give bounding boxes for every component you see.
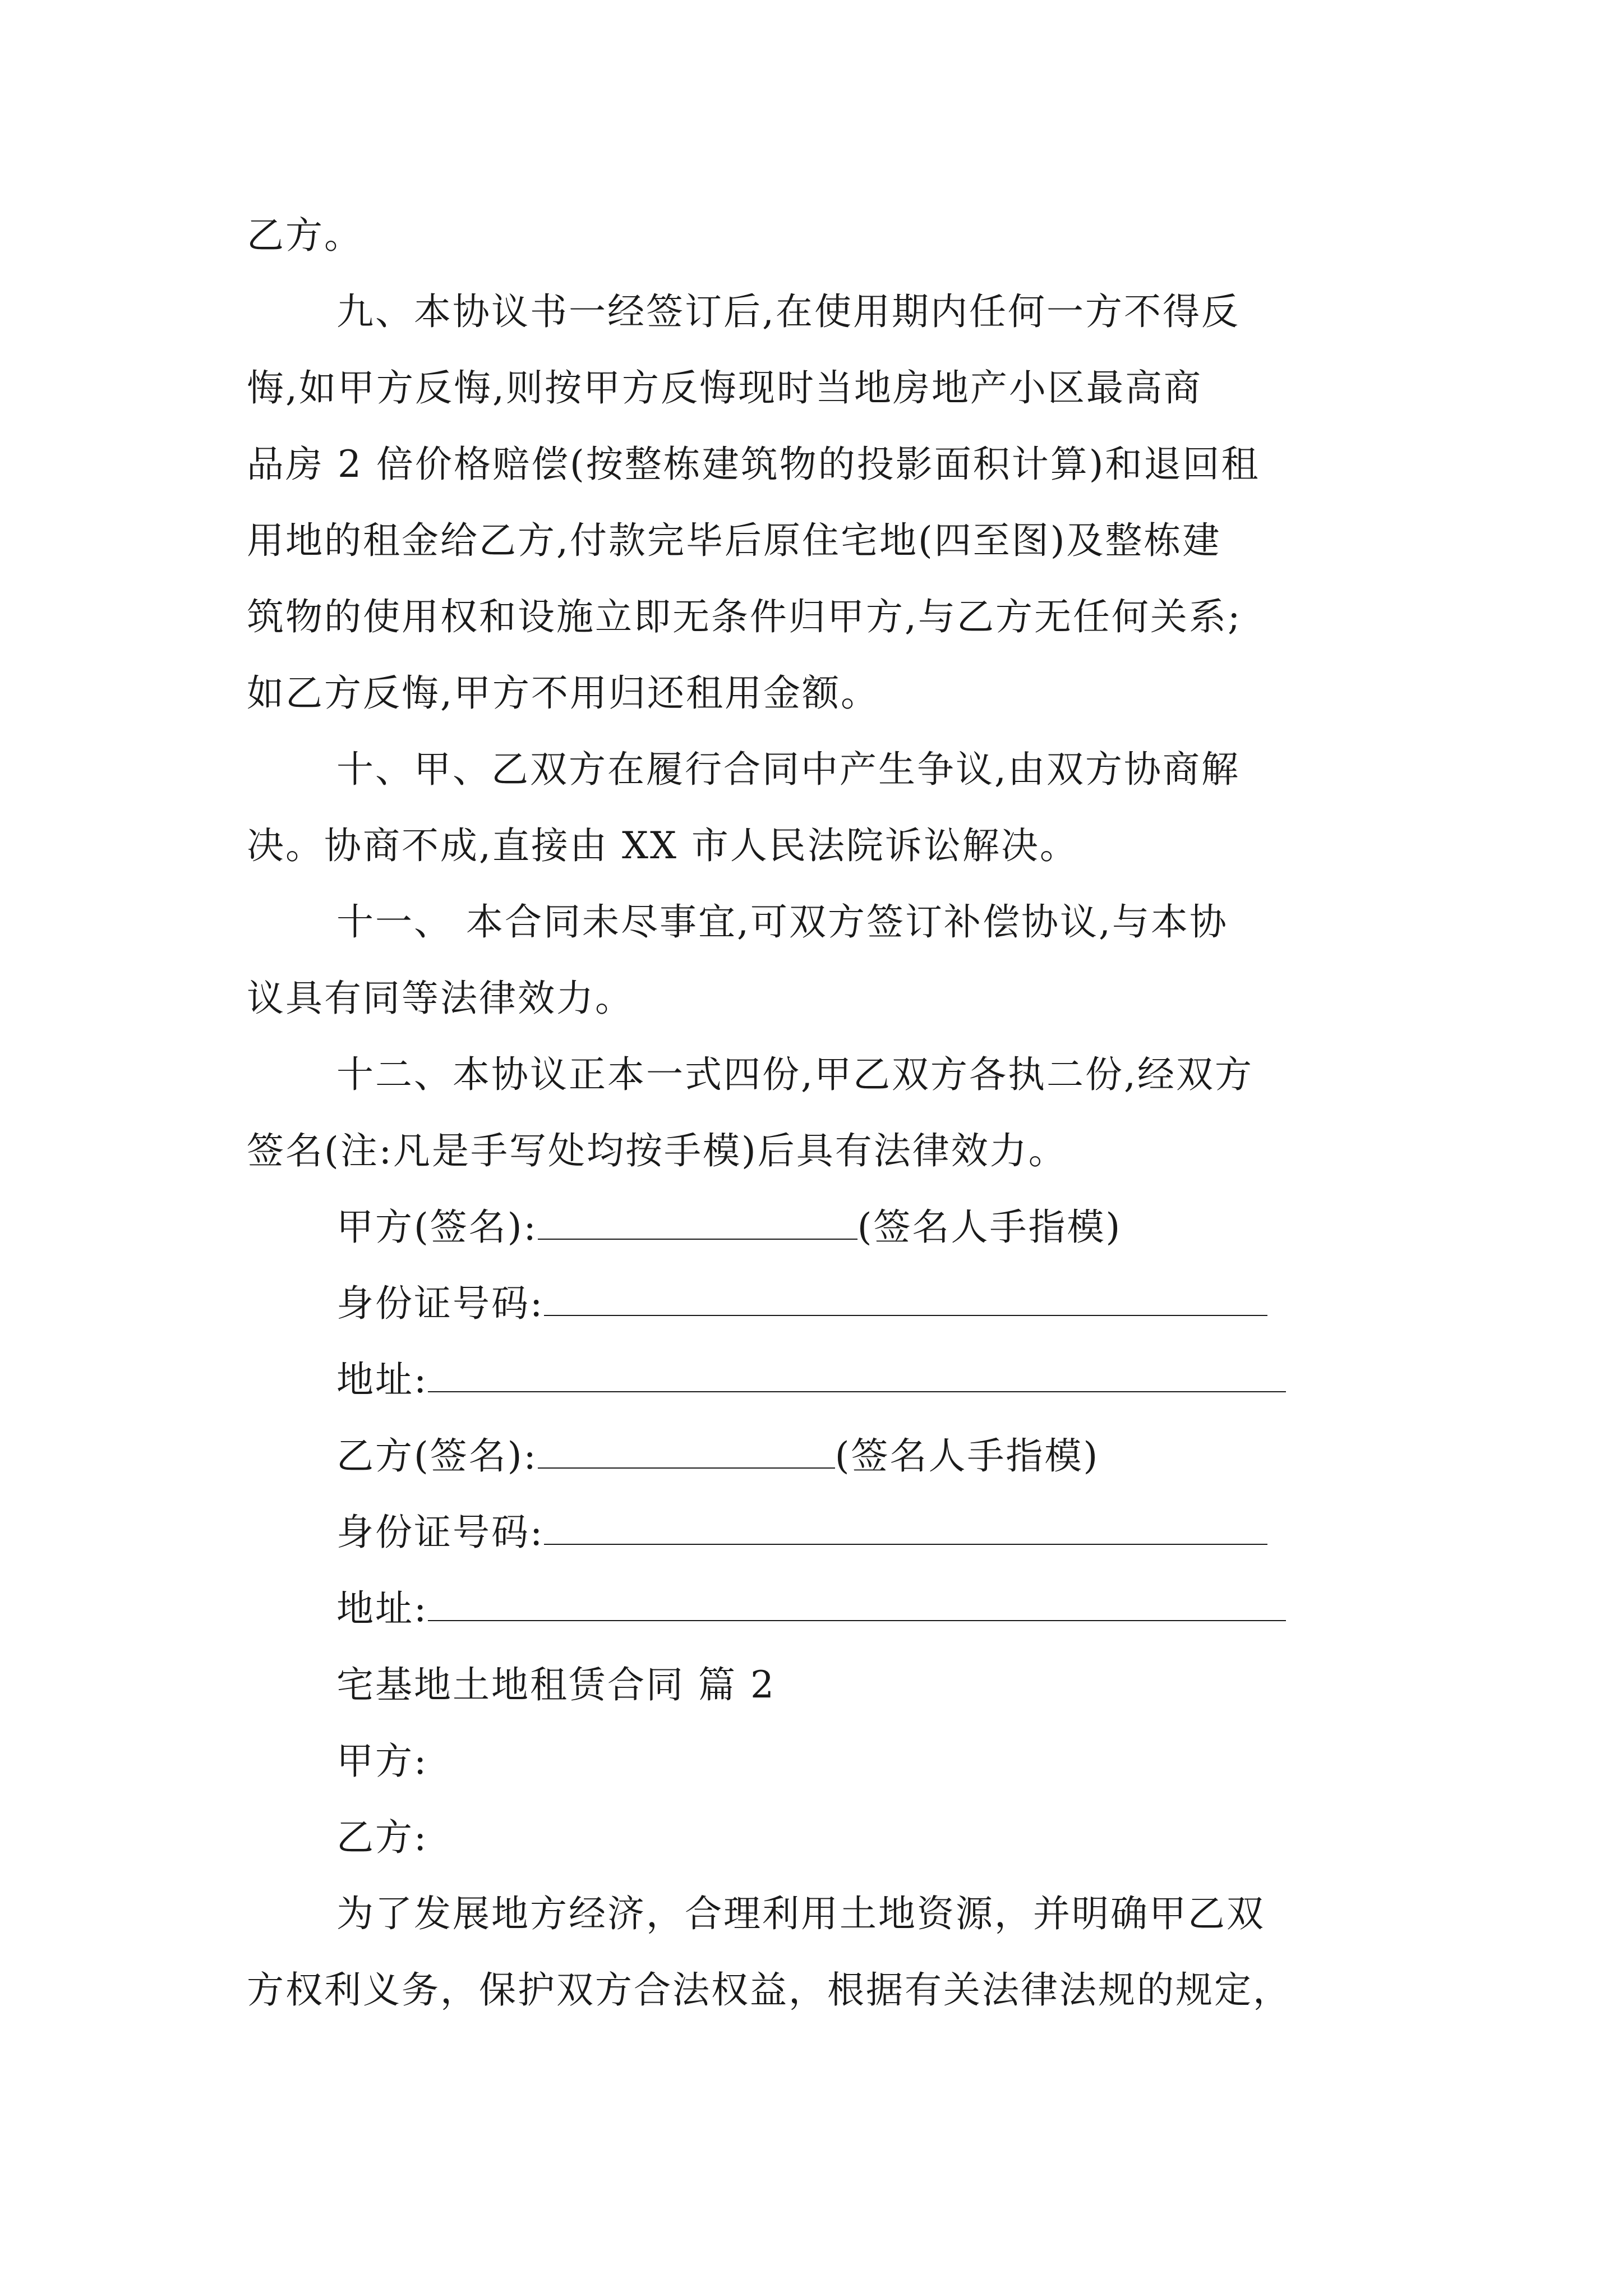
party-b-fingerprint-note: (签名人手指模) xyxy=(834,1434,1100,1478)
party-a-id-row xyxy=(336,1281,1267,1326)
party-b-signature-blank[interactable] xyxy=(538,1435,835,1469)
party-b-id-blank[interactable] xyxy=(544,1511,1267,1545)
clause-11-line: 十一、 本合同未尽事宜,可双方签订补偿协议,与本协 xyxy=(336,900,1228,944)
party-a-id-label: 身份证号码: xyxy=(336,1282,545,1325)
party-b-id-label: 身份证号码: xyxy=(336,1511,545,1554)
party-a-fingerprint-note: (签名人手指模) xyxy=(857,1205,1122,1249)
party-a-id-blank[interactable] xyxy=(544,1282,1267,1316)
party-a-address-row xyxy=(336,1358,1286,1402)
clause-9-line: 九、本协议书一经签订后,在使用期内任何一方不得反 xyxy=(336,290,1240,333)
party-b-sign-label: 乙方(签名): xyxy=(336,1434,538,1478)
clause-9-line: 如乙方反悔,甲方不用归还租用金额。 xyxy=(247,671,879,715)
clause-10-line: 决。协商不成,直接由 XX 市人民法院诉讼解决。 xyxy=(247,824,1078,867)
party-a-address-blank[interactable] xyxy=(428,1359,1286,1392)
clause-10-line: 十、甲、乙双方在履行合同中产生争议,由双方协商解 xyxy=(336,748,1240,791)
party-a-sign-label: 甲方(签名): xyxy=(336,1205,538,1249)
party-b-signature-row xyxy=(336,1434,1099,1479)
clause-12-line: 十二、本协议正本一式四份,甲乙双方各执二份,经双方 xyxy=(336,1053,1253,1096)
party-b-address-blank[interactable] xyxy=(428,1588,1286,1621)
party-b-id-row xyxy=(336,1510,1267,1555)
clause-9-line: 筑物的使用权和设施立即无条件归甲方,与乙方无任何关系; xyxy=(247,595,1242,638)
party-b-address-row xyxy=(336,1586,1286,1631)
paragraph-line: 乙方。 xyxy=(247,214,363,257)
party-a-signature-row xyxy=(336,1205,1122,1250)
section-2-intro-line: 为了发展地方经济，合理利用土地资源，并明确甲乙双 xyxy=(336,1892,1265,1935)
section-2-intro-line: 方权利义务，保护双方合法权益，根据有关法律法规的规定， xyxy=(247,1968,1292,2012)
section-2-party-b: 乙方: xyxy=(336,1816,428,1859)
clause-9-line: 用地的租金给乙方,付款完毕后原住宅地(四至图)及整栋建 xyxy=(247,519,1221,562)
section-2-party-a: 甲方: xyxy=(336,1740,428,1783)
clause-9-line: 品房 2 倍价格赔偿(按整栋建筑物的投影面积计算)和退回租 xyxy=(247,443,1260,486)
clause-12-line: 签名(注:凡是手写处均按手模)后具有法律效力。 xyxy=(247,1129,1067,1172)
party-a-address-label: 地址: xyxy=(336,1358,428,1401)
clause-9-line: 悔,如甲方反悔,则按甲方反悔现时当地房地产小区最高商 xyxy=(247,366,1202,409)
party-b-address-label: 地址: xyxy=(336,1587,428,1630)
clause-11-line: 议具有同等法律效力。 xyxy=(247,977,634,1020)
section-2-heading: 宅基地土地租赁合同 篇 2 xyxy=(336,1663,776,1706)
party-a-signature-blank[interactable] xyxy=(538,1206,857,1240)
